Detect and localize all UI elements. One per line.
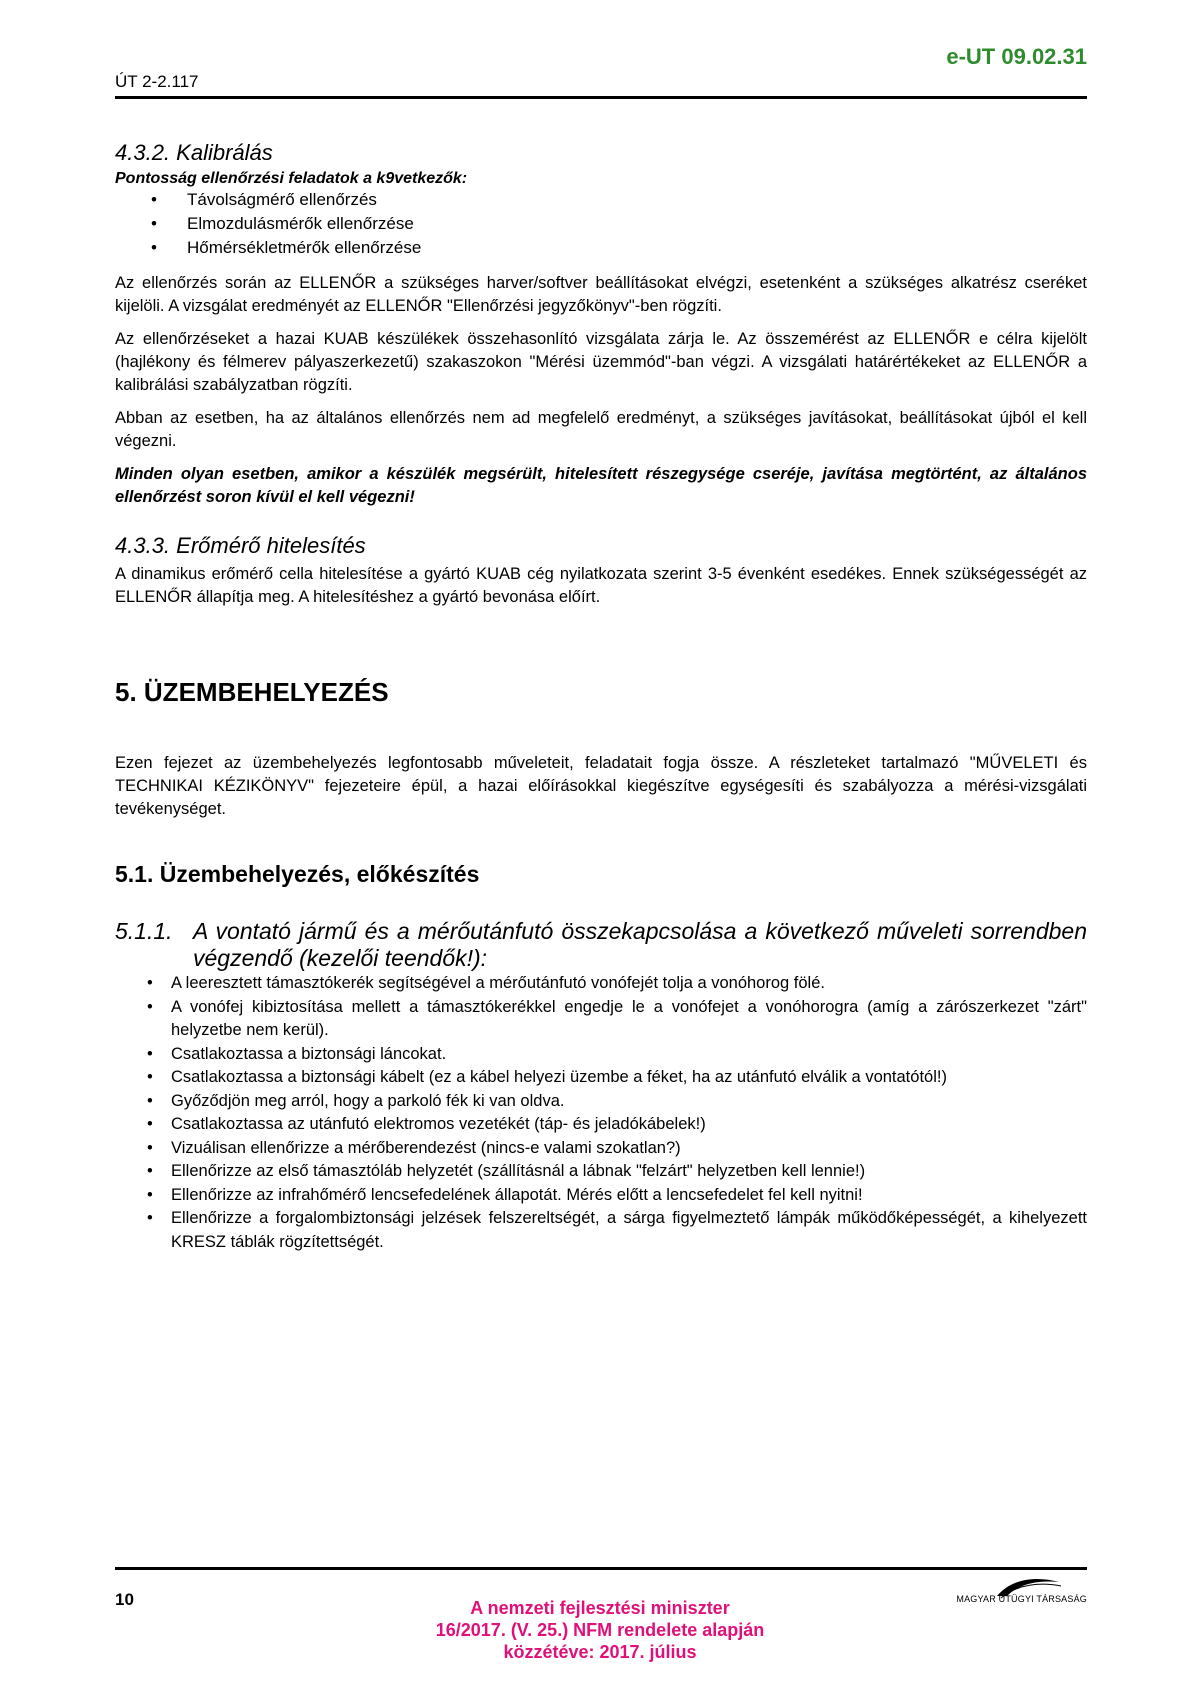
list-item: • Vizuálisan ellenőrizze a mérőberendezést (nincs-e valami szokatlan?): [115, 1137, 1087, 1161]
paragraph: Abban az esetben, ha az általános ellenőrzés nem ad megfelelő eredményt, a szükséges javításokat, beállításokat újból el kell végezni.: [115, 409, 1087, 450]
list-item: • Távolságmérő ellenőrzés: [115, 188, 1087, 212]
list-item: • Csatlakoztassa a biztonsági láncokat.: [115, 1043, 1087, 1067]
section-5-1-1-heading: [115, 918, 1087, 972]
list-item: • A leeresztett támasztókerék segítségével a mérőutánfutó vonófejét tolja a vonóhorog fölé.: [115, 972, 1087, 996]
header-doc-code: ÚT 2-2.117: [115, 72, 199, 91]
header-rule: [115, 96, 1087, 99]
check-list: [115, 188, 1087, 260]
section-4-3-3-title: 4.3.3. Erőmérő hitelesítés: [115, 533, 366, 558]
list-item: • Csatlakoztassa a biztonsági kábelt (ez a kábel helyezi üzembe a féket, ha az utánfutó elválik a vontatótól!): [115, 1066, 1087, 1090]
footer-publication-note: [380, 1597, 820, 1663]
paragraph: Az ellenőrzéseket a hazai KUAB készülékek összehasonlító vizsgálata zárja le. Az összemérést az ELLENŐR e célra kijelölt (hajlékony és félmerev pályaszerkezetű) szakaszokon "Mérési üzemmód"-ban végzi. A vizsgálati határértékeket az ELLENŐR a kalibrálási szabályzatban rögzíti.: [115, 330, 1087, 394]
section-5-1-title: 5.1. Üzembehelyezés, előkészítés: [115, 861, 480, 887]
list-item: • Hőmérsékletmérők ellenőrzése: [115, 236, 1087, 260]
chapter-5-title: 5. ÜZEMBEHELYEZÉS: [115, 677, 389, 707]
society-logo-text: MAGYAR ÚTÜGYI TÁRSASÁG: [956, 1594, 1087, 1604]
list-item: • Győződjön meg arról, hogy a parkoló fék ki van oldva.: [115, 1090, 1087, 1114]
paragraph: Ezen fejezet az üzembehelyezés legfontosabb műveleteit, feladatait fogja össze. A részleteket tartalmazó "MŰVELETI és TECHNIKAI KÉZIKÖNYV" fejezeteire épül, a hazai előírásokkal kiegészítve egységesíti és szabályozza a mérési-vizsgálati tevékenységet.: [115, 754, 1087, 818]
list-item: • A vonófej kibiztosítása mellett a támasztókerékkel engedje le a vonófejet a vonóhorogra (amíg a zárószerkezet "zárt" helyzetbe nem kerül).: [115, 996, 1087, 1043]
footer-line: közzétéve: 2017. július: [503, 1642, 697, 1662]
list-item: • Ellenőrizze az első támasztóláb helyzetét (szállításnál a lábnak "felzárt" helyzetben kell lennie!): [115, 1160, 1087, 1184]
section-5-1-1-number: 5.1.1.: [115, 918, 173, 944]
operation-list: [115, 972, 1087, 1254]
list-item: • Ellenőrizze az infrahőmérő lencsefedelének állapotát. Mérés előtt a lencsefedelet fel kell nyitni!: [115, 1184, 1087, 1208]
section-4-3-2-lead: Pontosság ellenőrzési feladatok a k9vetkezők:: [115, 170, 468, 187]
header-eut-code: e-UT 09.02.31: [946, 44, 1087, 69]
footer-line: 16/2017. (V. 25.) NFM rendelete alapján: [435, 1620, 765, 1640]
list-item: • Ellenőrizze a forgalombiztonsági jelzések felszereltségét, a sárga figyelmeztető lámpák működőképességét, a kihelyezett KRESZ táblák rögzítettségét.: [115, 1207, 1087, 1254]
paragraph: Az ellenőrzés során az ELLENŐR a szükséges harver/softver beállításokat elvégzi, esetenként a szükséges alkatrész cseréket kijelöli. A vizsgálat eredményét az ELLENŐR "Ellenőrzési jegyzőkönyv"-ben rögzíti.: [115, 274, 1087, 315]
footer-rule: [115, 1567, 1087, 1570]
footer-line: A nemzeti fejlesztési miniszter: [470, 1598, 730, 1618]
page-number: 10: [115, 1590, 134, 1609]
section-4-3-2-title: 4.3.2. Kalibrálás: [115, 140, 273, 165]
warning-paragraph: Minden olyan esetben, amikor a készülék megsérült, hitelesített részegysége cseréje, javítása megtörtént, az általános ellenőrzést soron kívül el kell végezni!: [115, 465, 1087, 506]
list-item: • Csatlakoztassa az utánfutó elektromos vezetékét (táp- és jeladókábelek!): [115, 1113, 1087, 1137]
list-item: • Elmozdulásmérők ellenőrzése: [115, 212, 1087, 236]
section-5-1-1-title: A vontató jármű és a mérőutánfutó összekapcsolása a következő műveleti sorrendben végzendő (kezelői teendők!):: [193, 918, 1087, 971]
main-content: [115, 140, 1087, 1254]
paragraph: A dinamikus erőmérő cella hitelesítése a gyártó KUAB cég nyilatkozata szerint 3-5 évenként esedékes. Ennek szükségességét az ELLENŐR állapítja meg. A hitelesítéshez a gyártó bevonása előírt.: [115, 565, 1087, 606]
